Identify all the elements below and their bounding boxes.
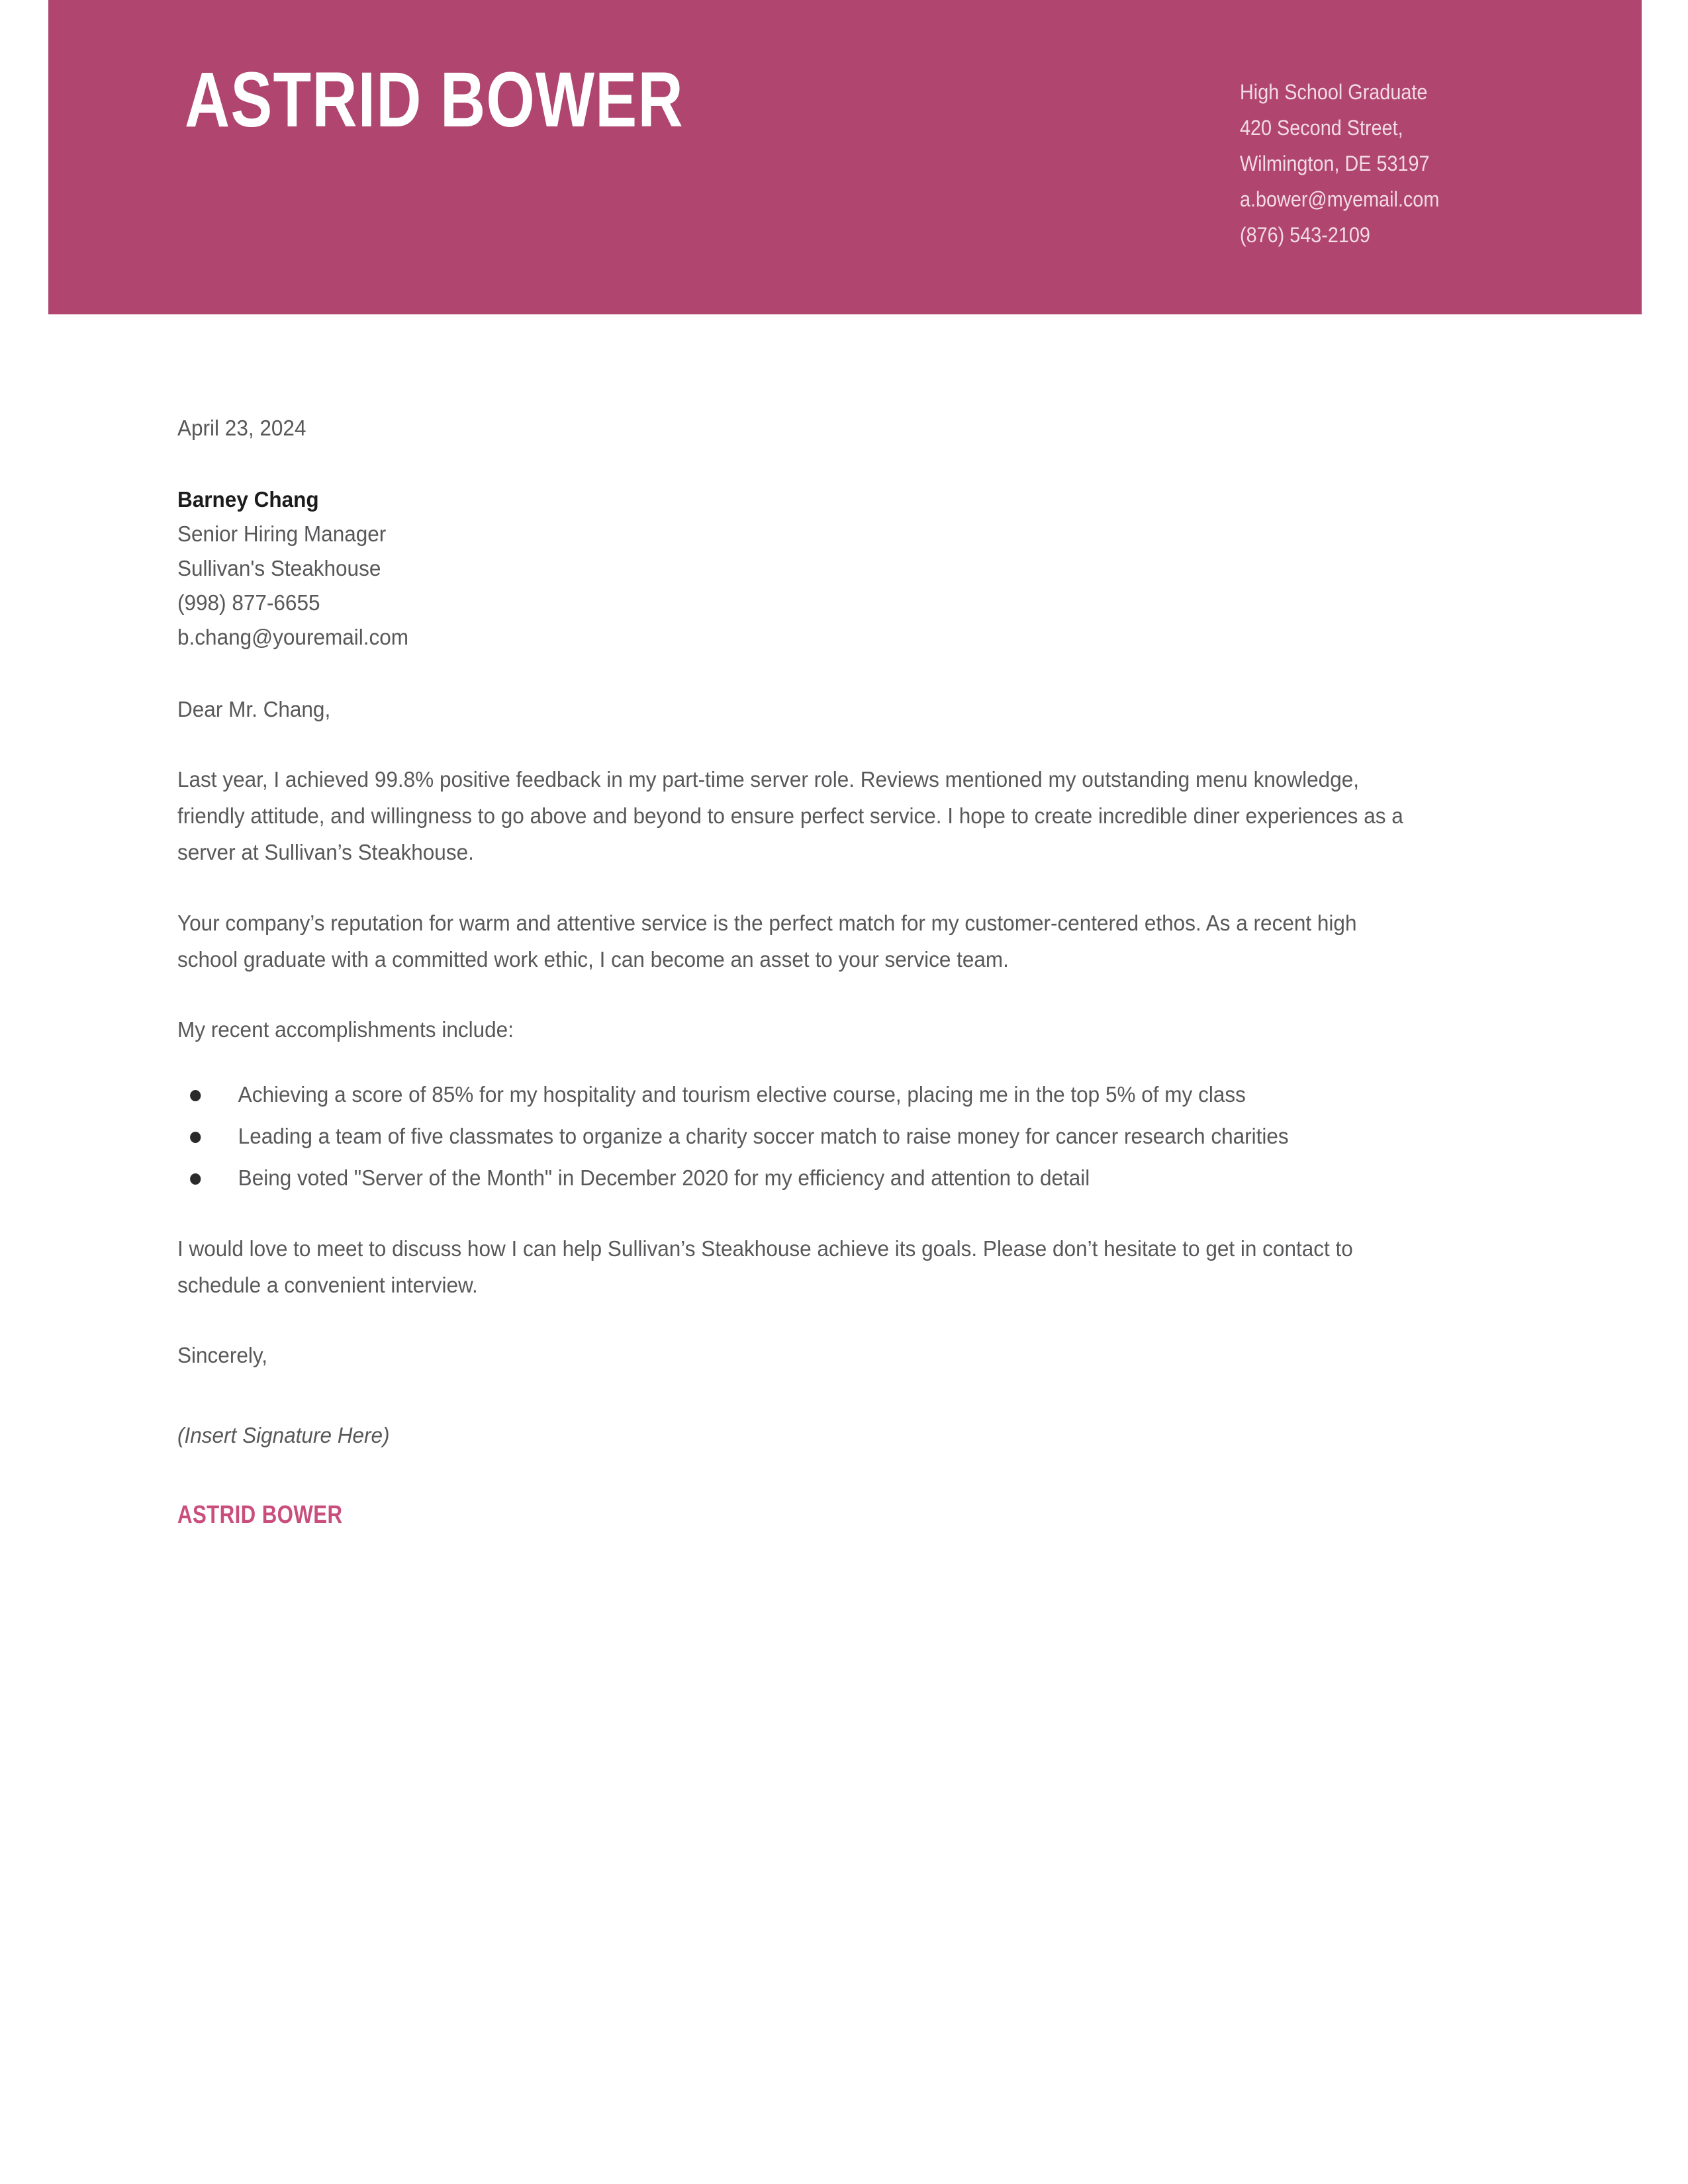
closing-paragraph: I would love to meet to discuss how I can help Sullivan’s Steakhouse achieve its goals. Please don’t hesitate to get in contact to schedule a convenient interview. xyxy=(177,1236,1353,1297)
header-contact-block xyxy=(1240,74,1439,253)
header-band xyxy=(48,0,1642,314)
applicant-name: ASTRID BOWER xyxy=(185,56,684,144)
bullet-dot-icon xyxy=(190,1173,201,1185)
bullet-dot-icon xyxy=(190,1090,201,1101)
accomplishments-list xyxy=(177,1076,1413,1196)
header-inner xyxy=(48,0,1642,314)
recipient-company: Sullivan's Steakhouse xyxy=(177,556,381,580)
contact-line-phone: (876) 543-2109 xyxy=(1240,223,1370,247)
signoff: Sincerely, xyxy=(177,1343,268,1367)
contact-line-street: 420 Second Street, xyxy=(1240,116,1403,140)
recipient-name: Barney Chang xyxy=(177,487,319,512)
signature-name: ASTRID BOWER xyxy=(177,1501,343,1529)
letter-body xyxy=(177,410,1413,1533)
letter-date: April 23, 2024 xyxy=(177,416,306,440)
list-item xyxy=(177,1076,1413,1113)
accomplishments-lead-in: My recent accomplishments include: xyxy=(177,1017,514,1042)
list-item-text: Being voted "Server of the Month" in December 2020 for my efficiency and attention to detail xyxy=(238,1165,1090,1190)
list-item xyxy=(177,1160,1413,1196)
contact-line-city-state-zip: Wilmington, DE 53197 xyxy=(1240,152,1430,175)
recipient-email: b.chang@youremail.com xyxy=(177,625,409,649)
recipient-title: Senior Hiring Manager xyxy=(177,522,387,546)
list-item-text: Leading a team of five classmates to organize a charity soccer match to raise money for cancer research charities xyxy=(238,1124,1289,1148)
recipient-phone: (998) 877-6655 xyxy=(177,590,320,615)
body-paragraph-2: Your company’s reputation for warm and attentive service is the perfect match for my customer-centered ethos. As a recent high school graduate with a committed work ethic, I can become an asset to your service team. xyxy=(177,911,1357,972)
list-item xyxy=(177,1118,1413,1154)
signature-name-wrapper xyxy=(177,1498,1413,1533)
body-paragraph-1: Last year, I achieved 99.8% positive feedback in my part-time server role. Reviews mentioned my outstanding menu knowledge, friendly attitude, and willingness to go above and beyond to ensure perfect service. I hope to create incredible diner experiences as a server at Sullivan’s Steakhouse. xyxy=(177,767,1403,864)
list-item-text: Achieving a score of 85% for my hospitality and tourism elective course, placing me in the top 5% of my class xyxy=(238,1082,1246,1107)
contact-line-email: a.bower@myemail.com xyxy=(1240,187,1440,211)
salutation: Dear Mr. Chang, xyxy=(177,697,331,721)
recipient-block xyxy=(177,482,1413,655)
signature-placeholder: (Insert Signature Here) xyxy=(177,1423,390,1447)
bullet-dot-icon xyxy=(190,1132,201,1143)
contact-line-job-title: High School Graduate xyxy=(1240,80,1428,104)
